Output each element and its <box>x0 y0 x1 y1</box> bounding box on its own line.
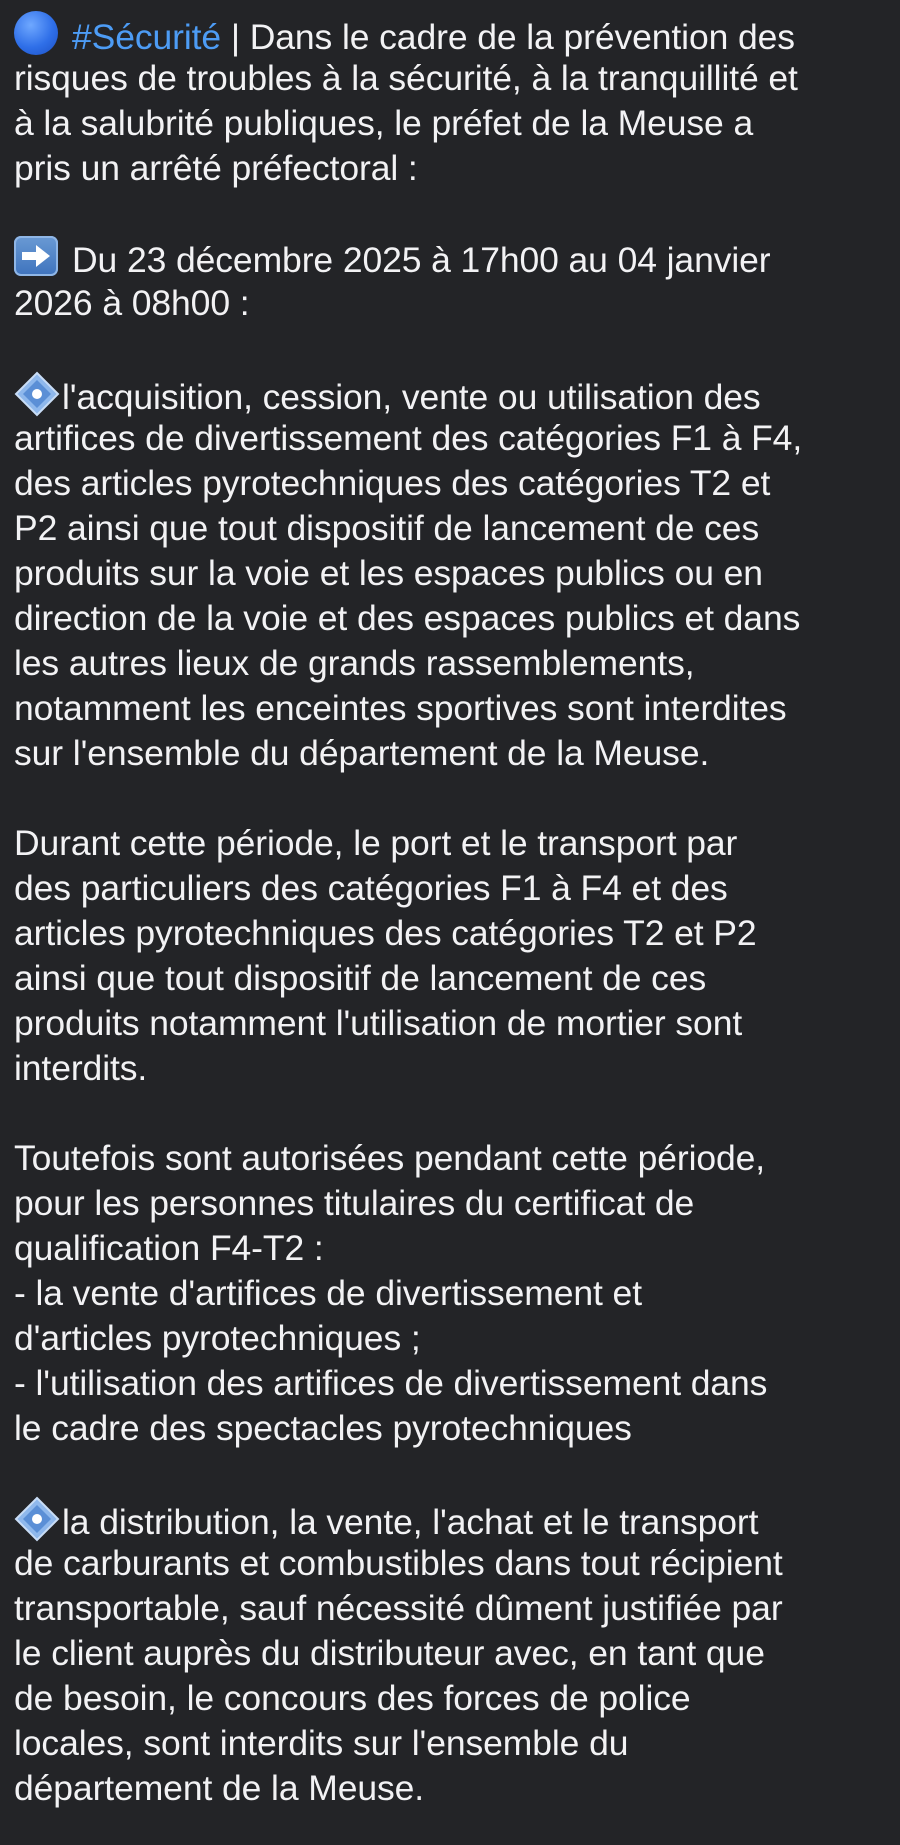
transport-line-3: articles pyrotechniques des catégories T2 et P2 <box>14 913 757 953</box>
exceptions-line-3: qualification F4-T2 : <box>14 1228 324 1268</box>
item2-line-7: département de la Meuse. <box>14 1768 425 1808</box>
item2-line-6: locales, sont interdits sur l'ensemble du <box>14 1723 629 1763</box>
item1-line-7: les autres lieux de grands rassemblements, <box>14 643 695 683</box>
period-line-1 <box>14 236 886 281</box>
item2-line-2: de carburants et combustibles dans tout récipient <box>14 1543 783 1583</box>
item1-line-3: des articles pyrotechniques des catégories T2 et <box>14 463 771 503</box>
paragraph-gap <box>14 326 886 371</box>
exceptions-line-5: d'articles pyrotechniques ; <box>14 1318 421 1358</box>
item2-line-1-text: la distribution, la vente, l'achat et le transport <box>62 1502 759 1542</box>
item1-line-6: direction de la voie et des espaces publics et dans <box>14 598 801 638</box>
exceptions-line-4: - la vente d'artifices de divertissement et <box>14 1273 642 1313</box>
period-line-2: 2026 à 08h00 : <box>14 283 250 323</box>
blue-circle-icon <box>14 11 58 55</box>
exceptions-line-7: le cadre des spectacles pyrotechniques <box>14 1408 632 1448</box>
hashtag-securite-link[interactable]: #Sécurité <box>72 17 222 57</box>
paragraph-gap <box>14 1091 886 1136</box>
item1-line-9: sur l'ensemble du département de la Meuse. <box>14 733 710 773</box>
paragraph-gap <box>14 1451 886 1496</box>
diamond-with-dot-icon <box>14 1496 60 1542</box>
item1-line-5: produits sur la voie et les espaces publics ou en <box>14 553 763 593</box>
intro-line-4: pris un arrêté préfectoral : <box>14 148 418 188</box>
paragraph-gap <box>14 191 886 236</box>
item1-line-2: artifices de divertissement des catégories F1 à F4, <box>14 418 803 458</box>
item1-line-8: notamment les enceintes sportives sont interdites <box>14 688 787 728</box>
item1-line-1 <box>14 371 886 416</box>
intro-line-1 <box>14 11 886 56</box>
item2-line-1 <box>14 1496 886 1541</box>
paragraph-gap <box>14 776 886 821</box>
intro-line-1-text: | Dans le cadre de la prévention des <box>221 17 795 57</box>
item2-line-5: de besoin, le concours des forces de police <box>14 1678 691 1718</box>
transport-line-1: Durant cette période, le port et le transport par <box>14 823 738 863</box>
diamond-with-dot-icon <box>14 371 60 417</box>
item2-line-3: transportable, sauf nécessité dûment justifiée par <box>14 1588 783 1628</box>
transport-line-4: ainsi que tout dispositif de lancement de ces <box>14 958 707 998</box>
intro-line-2: risques de troubles à la sécurité, à la tranquillité et <box>14 58 798 98</box>
item2-line-4: le client auprès du distributeur avec, en tant que <box>14 1633 765 1673</box>
right-arrow-icon <box>14 236 58 276</box>
exceptions-line-6: - l'utilisation des artifices de divertissement dans <box>14 1363 768 1403</box>
exceptions-line-2: pour les personnes titulaires du certificat de <box>14 1183 695 1223</box>
transport-line-5: produits notamment l'utilisation de mortier sont <box>14 1003 743 1043</box>
transport-line-2: des particuliers des catégories F1 à F4 et des <box>14 868 728 908</box>
exceptions-line-1: Toutefois sont autorisées pendant cette période, <box>14 1138 766 1178</box>
intro-line-3: à la salubrité publiques, le préfet de la Meuse a <box>14 103 754 143</box>
transport-line-6: interdits. <box>14 1048 148 1088</box>
item1-line-1-text: l'acquisition, cession, vente ou utilisation des <box>62 377 761 417</box>
item1-line-4: P2 ainsi que tout dispositif de lancement de ces <box>14 508 760 548</box>
period-line-1-text: Du 23 décembre 2025 à 17h00 au 04 janvier <box>72 240 771 280</box>
